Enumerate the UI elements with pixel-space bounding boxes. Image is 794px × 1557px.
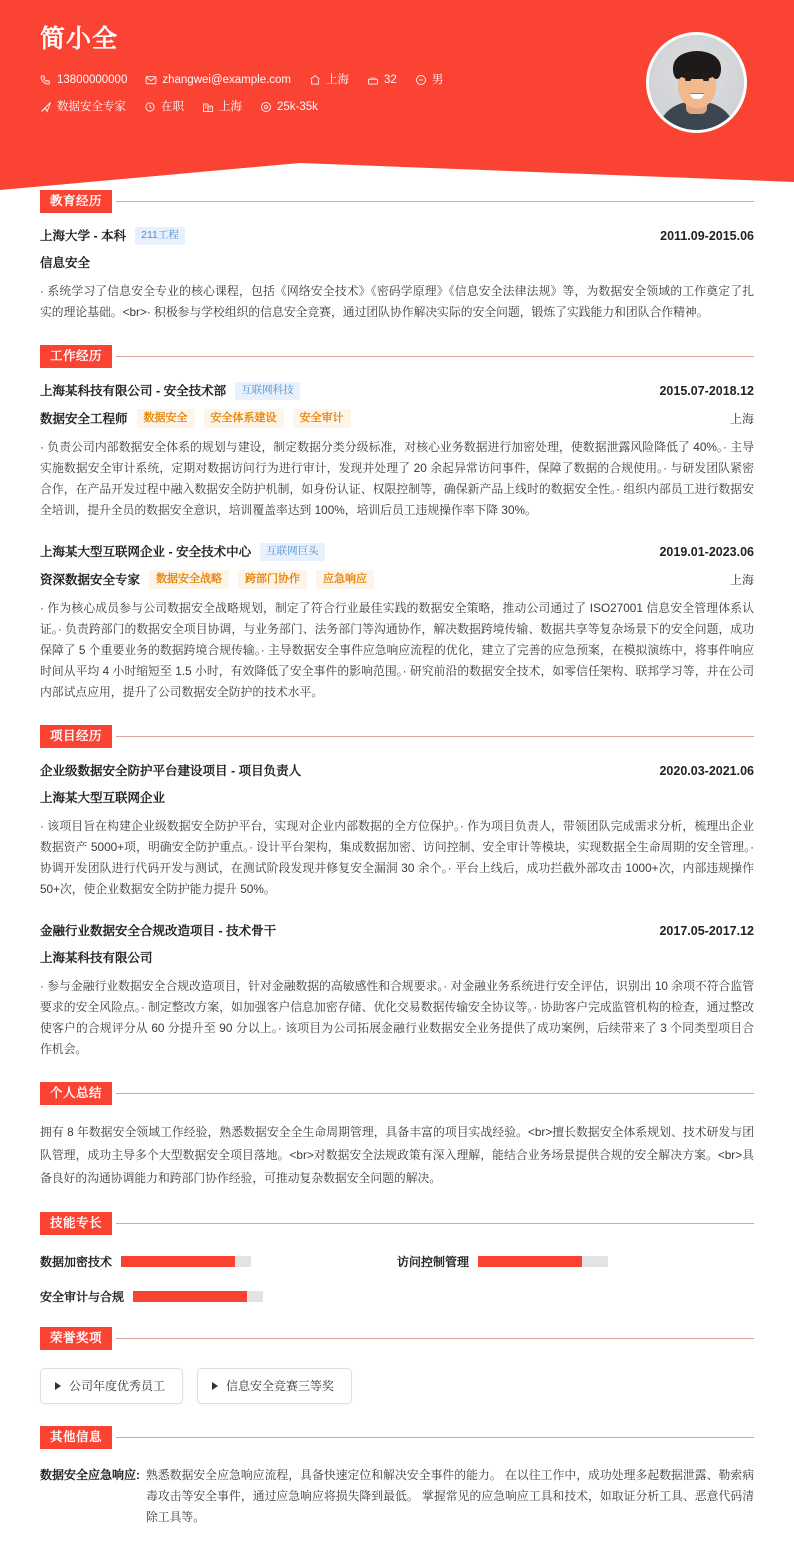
project-entry	[40, 922, 754, 1060]
section-summary	[40, 1082, 754, 1190]
project-name: 企业级数据安全防护平台建设项目 - 项目负责人	[40, 764, 302, 778]
avatar	[646, 32, 747, 133]
work-skill-tag: 应急响应	[316, 570, 374, 589]
contact-age	[367, 72, 397, 88]
education-entry-head	[40, 227, 754, 245]
project-company: 上海某大型互联网企业	[40, 791, 166, 805]
header-content	[40, 22, 640, 126]
work-description: · 作为核心成员参与公司数据安全战略规划，制定了符合行业最佳实践的数据安全策略，推动公司通过了 ISO27001 信息安全管理体系认证。· 负责跨部门的数据安全项目协调，与业务部门、法务部门等沟通协作，解决数据跨境传输、数据共享等复杂场景下的安全问题，成功保障了 5 个重要业务的数据跨境合规传输。· 主导数据安全事件应急响应流程的优化，建立了完善的应急预案，在模拟演练中，将事件响应时间从平均 4 小时缩短至 1.5 小时，有效降低了安全事件的影响范围。· 研究前沿的数据安全技术，如零信任架构、联邦学习等，并在公司内部试点应用，提升了公司数据安全防护的技术水平。	[40, 601, 754, 699]
skill-progress-fill	[133, 1291, 247, 1302]
contact-email-text: zhangwei@example.com	[162, 74, 292, 86]
work-skill-tag: 数据安全	[137, 409, 195, 428]
summary-text: 拥有 8 年数据安全领域工作经验，熟悉数据安全全生命周期管理，具备丰富的项目实战经验。<br>擅长数据安全体系规划、技术研发与团队管理，成功主导多个大型数据安全项目落地。<br>对数据安全法规政策有深入理解，能结合业务场景提供合规的安全解决方案。<br>具备良好的沟通协调能力和跨部门协作经验，可推动复杂数据安全问题的解决。	[40, 1125, 754, 1185]
other-info-item	[40, 1463, 754, 1528]
work-position: 数据安全工程师	[40, 411, 128, 426]
project-name: 金融行业数据安全合规改造项目 - 技术骨干	[40, 924, 277, 938]
section-divider	[116, 736, 754, 737]
skill-progress-track	[121, 1256, 251, 1267]
section-divider	[116, 1338, 754, 1339]
skill-item	[397, 1253, 754, 1270]
work-entry-head	[40, 382, 754, 400]
work-entry	[40, 382, 754, 521]
section-honors	[40, 1327, 754, 1404]
contact-phone	[40, 72, 127, 88]
section-other	[40, 1426, 754, 1528]
work-entry-head	[40, 543, 754, 561]
work-description: · 负责公司内部数据安全体系的规划与建设，制定数据分类分级标准，对核心业务数据进行加密处理，使数据泄露风险降低了 40%。· 主导实施数据安全审计系统，定期对数据访问行为进行审计，发现并处理了 20 余起异常访问事件，保障了数据的合规使用。· 与研发团队紧密合作，在产品开发过程中融入数据安全防护机制，如身份认证、权限控制等，确保新产品上线时的数据安全性。· 组织内部员工进行数据安全培训，提升全员的数据安全意识，培训覆盖率达到 100%，培训后员工违规操作率下降 30%。	[40, 440, 754, 517]
project-description: · 参与金融行业数据安全合规改造项目，针对金融数据的高敏感性和合规要求。· 对金融业务系统进行安全评估，识别出 10 余项不符合监管要求的安全风险点。· 制定整改方案，如加强客户信息加密存储、优化交易数据传输安全协议等。· 协助客户完成监管机构的检查，通过整改使客户的合规评分从 60 分提升至 90 分以上。· 该项目为公司拓展金融行业数据安全业务提供了成功案例，后续带来了 3 个同类型项目合作机会。	[40, 979, 754, 1056]
section-header-skills	[40, 1212, 754, 1235]
work-date: 2019.01-2023.06	[659, 545, 754, 559]
honor-label: 公司年度优秀员工	[69, 1379, 166, 1393]
education-tag: 211工程	[135, 227, 185, 245]
resume-body	[0, 190, 794, 1552]
contact-gender	[415, 72, 444, 88]
city-icon	[202, 101, 214, 113]
work-company-tag: 互联网巨头	[260, 543, 325, 561]
skill-item	[40, 1253, 397, 1270]
salary-range	[260, 99, 318, 115]
work-skill-tag: 安全审计	[293, 409, 351, 428]
project-entry-head	[40, 762, 754, 780]
section-header-education	[40, 190, 754, 213]
section-divider	[116, 1223, 754, 1224]
skill-progress-fill	[121, 1256, 235, 1267]
skill-label: 数据加密技术	[40, 1255, 113, 1269]
honor-item[interactable]	[197, 1368, 352, 1404]
work-skill-tag: 跨部门协作	[238, 570, 307, 589]
job-status-text: 在职	[161, 101, 184, 113]
section-work	[40, 345, 754, 703]
work-company: 上海某大型互联网企业 - 安全技术中心	[40, 545, 252, 559]
contact-city	[309, 72, 349, 88]
education-school: 上海大学 - 本科	[40, 229, 127, 243]
work-company: 上海某科技有限公司 - 安全技术部	[40, 384, 227, 398]
honor-label: 信息安全竞赛三等奖	[226, 1379, 335, 1393]
play-triangle-icon	[55, 1382, 61, 1390]
education-description: · 系统学习了信息安全专业的核心课程，包括《网络安全技术》《密码学原理》《信息安全法律法规》等，为数据安全领域的工作奠定了扎实的理论基础。<br>· 积极参与学校组织的信息安全竞赛，通过团队协作解决实际的安全问题，锻炼了实践能力和团队合作精神。	[40, 284, 754, 319]
work-skill-tag: 数据安全战略	[149, 570, 229, 589]
education-major: 信息安全	[40, 256, 91, 270]
section-divider	[116, 1437, 754, 1438]
section-title-project: 项目经历	[40, 725, 112, 748]
work-entry-subhead	[40, 409, 754, 428]
skills-grid	[40, 1249, 754, 1305]
section-divider	[116, 1093, 754, 1094]
skill-item	[40, 1288, 397, 1305]
project-entry	[40, 762, 754, 900]
other-info-label: 数据安全应急响应:	[40, 1468, 140, 1482]
education-date: 2011.09-2015.06	[660, 229, 754, 243]
section-header-honors	[40, 1327, 754, 1350]
skill-label: 访问控制管理	[397, 1255, 470, 1269]
phone-icon	[40, 74, 52, 86]
status-icon	[144, 101, 156, 113]
work-location: 上海	[729, 412, 754, 426]
contact-row-secondary	[40, 99, 640, 115]
contact-gender-text: 男	[431, 74, 444, 86]
project-date: 2017.05-2017.12	[659, 924, 754, 938]
play-triangle-icon	[212, 1382, 218, 1390]
job-title-text: 数据安全专家	[57, 101, 126, 113]
mail-icon	[145, 74, 157, 86]
contact-phone-text: 13800000000	[57, 74, 128, 86]
skill-progress-track	[478, 1256, 608, 1267]
honor-item[interactable]	[40, 1368, 183, 1404]
project-entry-head	[40, 922, 754, 940]
section-title-work: 工作经历	[40, 345, 112, 368]
project-date: 2020.03-2021.06	[659, 764, 754, 778]
honors-list	[40, 1364, 754, 1404]
avatar-photo	[649, 35, 744, 130]
section-header-work	[40, 345, 754, 368]
work-city-text: 上海	[219, 101, 242, 113]
work-entry-subhead	[40, 570, 754, 589]
salary-range-text: 25k-35k	[277, 101, 318, 113]
section-education	[40, 190, 754, 323]
skill-progress-track	[133, 1291, 263, 1302]
gender-icon	[415, 74, 427, 86]
education-entry	[40, 227, 754, 323]
work-position: 资深数据安全专家	[40, 572, 141, 587]
section-skills	[40, 1212, 754, 1305]
work-entry	[40, 543, 754, 703]
section-header-other	[40, 1426, 754, 1449]
skill-progress-fill	[478, 1256, 582, 1267]
section-divider	[116, 356, 754, 357]
contact-row-primary	[40, 72, 640, 88]
job-status	[144, 99, 184, 115]
work-skill-tag: 安全体系建设	[204, 409, 284, 428]
section-title-education: 教育经历	[40, 190, 112, 213]
other-info-value: 熟悉数据安全应急响应流程，具备快速定位和解决安全事件的能力。 在以往工作中，成功处理多起数据泄露、勒索病毒攻击等安全事件，通过应急响应将损失降到最低。 掌握常见的应急响应工具和技术，如取证分析工具、恶意代码清除工具等。	[146, 1468, 754, 1524]
section-project	[40, 725, 754, 1060]
section-title-summary: 个人总结	[40, 1082, 112, 1105]
salary-icon	[260, 101, 272, 113]
page-title: 简小全	[40, 25, 119, 53]
section-title-other: 其他信息	[40, 1426, 112, 1449]
skill-label: 安全审计与合规	[40, 1290, 125, 1304]
section-divider	[116, 201, 754, 202]
project-description: · 该项目旨在构建企业级数据安全防护平台，实现对企业内部数据的全方位保护。· 作为项目负责人，带领团队完成需求分析，梳理出企业数据资产 5000+项，明确安全防护重点。· 设计平台架构，集成数据加密、访问控制、安全审计等模块，实现数据全生命周期的安全管理。· 协调开发团队进行代码开发与测试，在测试阶段发现并修复安全漏洞 30 余个。· 平台上线后，成功拦截外部攻击 1000+次，内部违规操作 50+次，使企业数据安全防护能力提升 50%。	[40, 819, 754, 896]
section-header-summary	[40, 1082, 754, 1105]
section-title-honors: 荣誉奖项	[40, 1327, 112, 1350]
rocket-icon	[40, 101, 52, 113]
work-company-tag: 互联网科技	[235, 382, 300, 400]
home-icon	[309, 74, 321, 86]
contact-email	[145, 72, 291, 88]
section-title-skills: 技能专长	[40, 1212, 112, 1235]
contact-city-text: 上海	[326, 74, 350, 86]
cake-icon	[367, 74, 379, 86]
work-date: 2015.07-2018.12	[659, 384, 754, 398]
project-company: 上海某科技有限公司	[40, 951, 153, 965]
job-title	[40, 99, 126, 115]
section-header-project	[40, 725, 754, 748]
work-location: 上海	[729, 573, 754, 587]
resume-header	[0, 0, 794, 190]
work-city	[202, 99, 242, 115]
contact-age-text: 32	[384, 74, 397, 86]
